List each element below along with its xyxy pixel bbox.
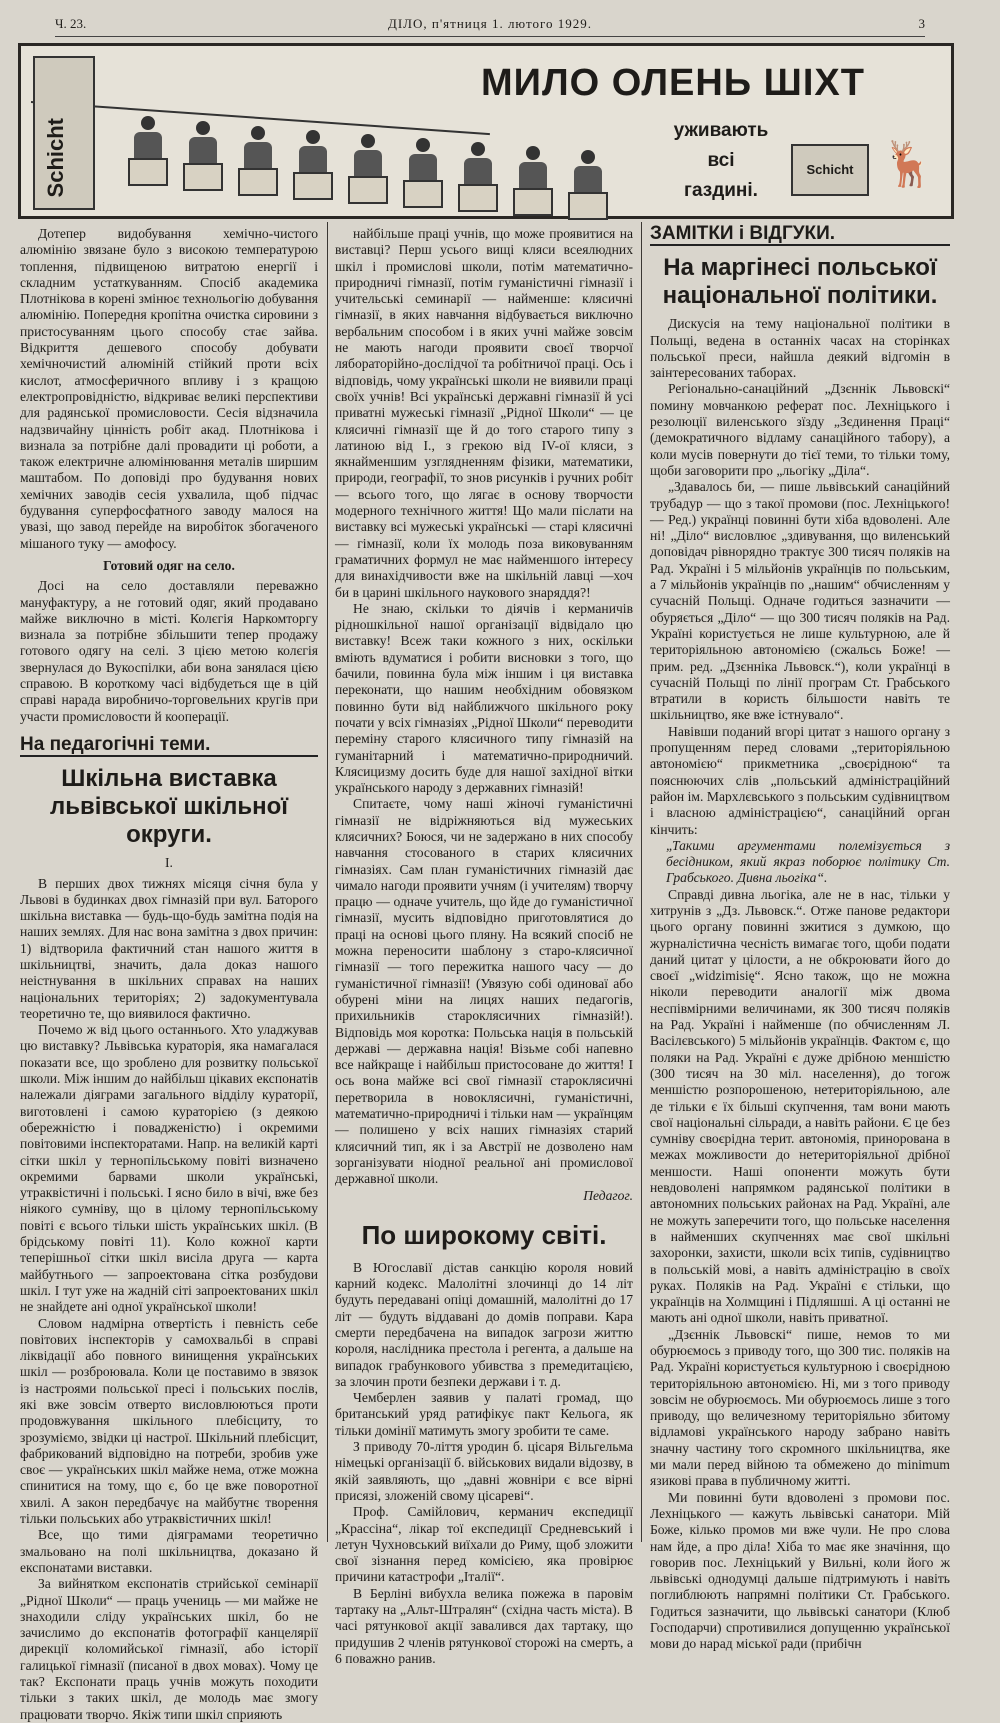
deer-icon: 🦌: [881, 140, 936, 189]
washerwoman-illustration: [241, 126, 275, 196]
article-paragraph: Навівши поданий вгорі цитат з нашого органу з пропущенням перед словами „територіяльною автономією“ прикметника „своєрідною“ та пояснюючих слів „польський адміністраційний район ім. Мархлєвського з польським судівництвом і власною адміністрацією“, санаційний орган кінчить:: [650, 723, 950, 837]
author-signature: Педагог.: [583, 1187, 633, 1203]
article-paragraph: „Дзєннік Львовскі“ пише, немов то ми обурюємось з приводу того, що 300 тис. поляків на Рад. Україні користується культурною і своєрідною територіяльною автономією. Ні, ми з того приводу зовсім не обурюємось. Ми обурюємось лише з того приводу, що величезному територіяльно збитому відламові українського народу забрано навіть значну частину того скромного шкільництва, яке ми мали перед війною та обмежено до minimum язикові права в публичному житті.: [650, 1326, 950, 1489]
washerwoman-illustration: [186, 121, 220, 191]
column-1: [20, 226, 318, 1723]
ad-slogan-line-1: уживають: [673, 120, 769, 141]
soap-box-brand: Schicht: [43, 118, 68, 198]
washerwoman-illustration: [461, 142, 495, 212]
soap-pack-illustration: Schicht: [791, 144, 869, 196]
article-paragraph: За вийнятком експонатів стрийської семінарії „Рідної Школи“ — праць учениць — ми майже не знаходили сліду українських шкіл, бо не зачислимо до експонатів фотографії канцелярії дирекції коломийської гімназії, або історії галицької гімназії (писаної в двох мовах). Чому це так? Експонати праць учнів можуть походити тільки з таких шкіл, де молодь має змогу працювати творчо. Якіж типи шкіл сприяють: [20, 1576, 318, 1722]
article-paragraph: найбільше праці учнів, що може проявитися на виставці? Перш усього вищі кляси всеялюдних шкіл і промислові школи, потім математично-природничі гімназії, потім гуманістичні гімназії і учительські семинарії — найменше: клясичні гімназії, в яких навчання відбувається виключно вербальним способом і в яких учні майже зовсім не мають нагоди проявити своєї творчої лябораторійно-дослідчої та робітничої праці. Ось і відповідь, чому українські школи не виявили праці своїх учнів! Всі українські державні гімназії й усі приватні мужеські гімназії „Рідної Школи“ — це клясичні гімназії ще й до того старого типу з латиною від I., з грекою від IV-ої кляси, з якнайменшим узглядненням фізики, математики, природи, географії, то знов рисунків і ручних робіт — всього того, що лягає в основу творчости модерного технічного життя! Що мали післати на виставку всі мужеські українські — старі клясичні — гімназії, коли їх молодь поза виковуванням граматичних формул не має найменшого інтересу для винахідчивости вже на шкільній лавці —хоч би в царині шкільного наукового знаряддя?!: [335, 226, 633, 600]
article-paragraph: З приводу 70-ліття уродин б. цісаря Вільгельма німецькі організації б. військових видали відозву, в якій заявляють, що „давні жовніри є все вірні присязі, зложеній свому цісареві“.: [335, 1439, 633, 1503]
washerwoman-illustration: [516, 146, 550, 216]
article-paragraph: Почемо ж від цього останнього. Хто уладжував цю виставку? Львівська кураторія, яка намагалася показати все, що зроблено для розвитку польської школи. Між іншим до найбільш цікавих експонатів належали діяграми загального відділу кураторії, виготовлені і самою кураторією (з деякою обережністю і повадженістю) і окремими повітовими інспекторатами. Напр. на великій карті сітки шкіл у тернопільському повіті визначено окремими барвами школи українські, утраквістичні і польські. І ясно било в вічі, вже без ніякого сумніву, що в цілому тернопільському повіті є всього тільки шість українських шкіл. (В брідському повіті 11). Коло кожної карти теперішньої сітки шкіл висіла друга — карта майбутнього — запроектована сітка розбудови шкіл. І тут уже на жадній сіті запроектованих шкіл не знайдете ані одної української школи!: [20, 1022, 318, 1315]
column-divider: [327, 222, 328, 1542]
article-paragraph: Чемберлен заявив у палаті громад, що британський уряд ратифікує пакт Кельога, як тільки домінії матимуть змогу зробити те саме.: [335, 1390, 633, 1438]
article-paragraph: „Здавалось би, — пише львівський санаційний трубадур — що з такої промови (пос. Лехніцького! — Ред.) українці повинні бути хіба вдоволені. Але ні! „Діло“ висловлює „здивування, що виленський доповідач рівнорядно трактує 300 тисяч поляків на Рад. Україні і 5 мільйонів українців по польським, а 7 мільйонів українців по „нашим“ обчисленням у сучасній Польщі. Одначе годиться зазначити — обуряється „Діло“ — що 300 тисяч поляків на Рад. Україні користується не лише культурною, але й територіяльною автономією (сжальсь Боже! — прим. ред. „Дзєнніка Львовск.“), коли українці в сучасній Польщі по лінії програм Ст. Грабського втратили в користь більшости навіть те шкільництво, яке вже істнувало“.: [650, 479, 950, 723]
rubric-heading: ЗАМІТКИ і ВІДГУКИ.: [650, 226, 950, 246]
masthead: ДІЛО, п'ятниця 1. лютого 1929.: [387, 16, 592, 31]
article-paragraph: Спитаєте, чому наші жіночі гуманістичні гімназії не відріжняються від мужеських клясичних? Боюся, чи не задержано в них способу навчання стосованого в старих клясичних гімназіях. Сам план гуманістичних гімназій дає чимало нагоди проявити учням (і учителям) творчу працю — одначе учитель, що йде до гуманістичної гімназії, мусить відповідно приготовлятися до праці на основі цього пляну. На всякий спосіб не можна переносити шаблону з старо-клясичної гімназії — того пережитка нашого часу — до гуманістичної гімназії! (Увязую собі одиноваї або обурені міни на лицях наших педагогів, прихильників староклясичних гімназій!). Відповідь моя коротка: Польська нація в польській державі — державна нація! Візьме собі напевно все найкраще і найбільш пристосоване до життя! І ось вона майже всі свої гімназії староклясичні перетворила в новоклясичні, гуманістичні, математично-природничі і тільки нам — українцям — полишено у всіх наших гімназіях старий клясичний тип, як і за Австрії не дозволено нам зорганізувати ніодної реальної ані промислової державної школи.: [335, 796, 633, 1187]
ad-title: МИЛО ОЛЕНЬ ШІХТ: [481, 62, 865, 104]
ad-slogan: [661, 116, 781, 206]
article-headline: По широкому світі.: [361, 1219, 607, 1250]
soap-box-illustration: [33, 56, 95, 210]
rubric-heading: На педагогічні теми.: [20, 737, 318, 757]
article-paragraph: Досі на село доставляли переважно мануфактуру, а не готовий одяг, який продавано майже виключно в місті. Колєгія Наркомторгу визнала за потрібне збільшити тепер продажу готового одягу на селі. З цією метою колєгія звернулася до Вукоспілки, аби вона занялася цією справою. В короткому часі відбудеться ще в цій справі нарада виробничо-торговельних кругів при участи промисловости й кооперації.: [20, 578, 318, 724]
article-headline: На маргінесі польської національної політики.: [662, 254, 938, 310]
article-paragraph: Все, що тими діяграмами теоретично змальовано на полі шкільництва, доказано й експонатами виставки.: [20, 1527, 318, 1575]
article-paragraph: Словом надмірна отвертість і певність себе повітових інспекторів у самохвальбі в справі ліквідації або повного винищення українських шкіл — розброювала. Коли це поставимо в звязок із настроями польської пресі і польських послів, які вже зовсім отверто висловлюються проти продовжування шкільного плебісциту, то зрозуміємо, звідки ці настрої. Шкільний плебісцит, фабрикований відповідно на потреби, зробив уже своє — українських шкіл майже нема, отже можна спинитися на тому, що є, бо це вже поворотної хвилі. А закон передбачує на майбутнє творення тільки польських або утраквістичних шкіл!: [20, 1315, 318, 1527]
column-3: [650, 223, 950, 1653]
column-divider: [641, 222, 642, 1542]
section-number: I.: [165, 855, 173, 871]
soap-advertisement: [18, 43, 954, 219]
article-paragraph: Дотепер видобування хемічно-чистого алюмінію звязане було з високою температурою топлення, підвищеною витратою енергії і складним устаткуванням. Спосіб академика Плотнікова в корені змінює технольогію добування алюмінію. Попередня кропітна очистка сировини з пристосуванням цього способу стає зайва. Відкриття дешевого способу добувати хемічночистий алюміній стійкий проти всіх кислот, атмосферичного впливу і з кращою електропровідністю, відкриває великі перспективи для радянської промисловости. Сесія відзначила надзвичайну цінність робіт акад. Плотнікова і визнала за потрібне далі провадити ці роботи, а також електричне алюмінювання металів ширшим маштабом. По доповіді про будування нових хемічних заводів сесія ухвалила, щоб підчас будування суперфосфатного заводу малося на увазі, що завод перейде на виробіток збогаченого мішаного туку — амофосу.: [20, 226, 318, 551]
article-paragraph: В перших двох тижнях місяця січня була у Львові в будинках двох гімназій при вул. Баторого шкільна виставка — будь-що-будь замітна подія на наших землях. Для нас вона замітна з двох причин: 1) відтворила фактичний стан нашого життя в шкільництві, значить, дала доказ нашого неістнування в шкільних справах на наших національних територіях; 2) задокументувала теоретично те, що виявилося фактично.: [20, 875, 318, 1021]
article-paragraph: Регіонально-санаційний „Дзєннік Львовскі“ помину мовчанкою реферат пос. Лехніцького і резолюції виленського зїзду „Зєдинення Праці“ (демократичного відламу санаційного табору), а коли мусів повернути до тієї теми, то тільки тому, щоби заговорити про „льогіку „Діла“.: [650, 381, 950, 478]
ad-slogan-line-3: газдині.: [684, 180, 758, 201]
washerwoman-illustration: [351, 134, 385, 204]
article-paragraph: В Югославії дістав санкцію короля новий карний кодекс. Малолітні злочинці до 14 літ будуть передавані опіці домашній, малолітні до 17 літ — будуть віддавані до домів поправи. Кара смерти передбачена на випадок загрози життю короля, наслідника престола і регента, а дальше на випадок грабункового убивства з премедитацією, за злочин проти безпеки держави і т. д.: [335, 1259, 633, 1389]
ad-slogan-line-2: всі: [707, 150, 735, 171]
article-paragraph: Не знаю, скільки то діячів і керманичів рідношкільної нашої організації відвідало цю виставку! Всеж таки кожного з них, оскільки вміють вдуматися і робити висновки з того, що бачили, повинна була між іншим і ця виставка переконати, що нашим необхідним обовязком повинно бути від найближчого шкільного року почати у всіх гімназіях „Рідної Школи“ переводити переміну старого клясичного типу гімназій на гуманітарний і математично-природничий. Клясицизму досить буде для нашої західної вітки українського народу з державних гімназій!: [335, 600, 633, 796]
block-quote: „Такими аргументами полемізується з бесідником, який якраз поборює політику Ст. Грабського. Дивна льогіка“.: [666, 837, 950, 886]
article-paragraph: Ми повинні бути вдоволені з промови пос. Лехніцького — кажуть львівські санатори. Мій Боже, кілько промов ми вже чули. Не про слова нам йде, а про діла! Хіба то має яке значіння, що говорив пос. Лехніцький у Вильні, коли його ж львівські однодумці дальше підтримують і навіть поглиблюють напрямні політики Ст. Грабського. Годиться зазначити, що львівські санатори (Клюб Господарчи) спротивилися допущенню української мови до нарад міської ради (прибічн: [650, 1489, 950, 1652]
page-number-right: 3: [918, 16, 925, 31]
washerwoman-illustration: [571, 150, 605, 220]
article-paragraph: В Берліні вибухла велика пожежа в паровім тартаку на „Альт-Штралян“ (східна часть міста). В часі рятункової акції завалився дах тартаку, що придушив 2 членів рятункової сторожі на смерть, а 6 поважно ранив.: [335, 1585, 633, 1666]
article-paragraph: Дискусія на тему національної політики в Польщі, ведена в останніх часах на сторінках польської преси, найшла деякий відгомін в заінтересованих таборах.: [650, 316, 950, 381]
page-header: [55, 14, 925, 37]
article-paragraph: Проф. Самійлович, керманич експедиції „Крассіна“, лікар тої експедиції Средневський і летун Чухновський виїхали до Риму, щоб зложити свої зізнання перед комісією, яка провірює причини катастрофи „Італії“.: [335, 1504, 633, 1585]
column-2: [335, 226, 633, 1667]
washerwoman-illustration: [406, 138, 440, 208]
article-paragraph: Справді дивна льогіка, але не в нас, тільки у хитрунів з „Дз. Львовск.“. Отже панове редактори цього органу повинні зжитися з думкою, що журналістична чесність вимагає того, щоби подати даний цитат у цілости, а не обкроювати його до своєї „widzimisię“. Ясно також, що не можна ніколи переводити аналогії між двома неспівмірними величинами, як 300 тисяч поляків на Рад. Україні і найменше (по обчисленням Л. Васілєвського) 5 мільйонів українців. Фактом є, що поляки на Рад. Україні є дуже дрібною меншістю (300 тисяч на 30 міл. населення), до тогож меншістю розпорошеною, нетериторіяльною, але де тільки є їх більші скупчення, там вони мають свої національні сільради, а навіть райони. Є це без сумніву своєрідна терит. автономія, принорована в межах можливости до нетериторіяльної дрібної меншости. Наші опоненти можуть бути невдоволені напрямком радянської політики в автономних польських районах на Рад. Україні, але не можуть заперечити того, що польське населення в найменших скупченнях має свої шкільні захоронки, захисти, школи всіх типів, судівництво в польській мові, а навіть адміністрацію в своїх руках. Поляків на Рад. Україні є стільки, що українців на Холмщині і Підляшші. А ці останні не мають ані одної школи, навіть приватної.: [650, 886, 950, 1326]
section-subheading: Готовий одяг на село.: [103, 557, 235, 573]
washerwoman-illustration: [296, 130, 330, 200]
washerwoman-illustration: [131, 116, 165, 186]
article-headline: Шкільна виставка львівської шкільної округи.: [49, 765, 289, 849]
page-number-left: Ч. 23.: [55, 16, 87, 31]
